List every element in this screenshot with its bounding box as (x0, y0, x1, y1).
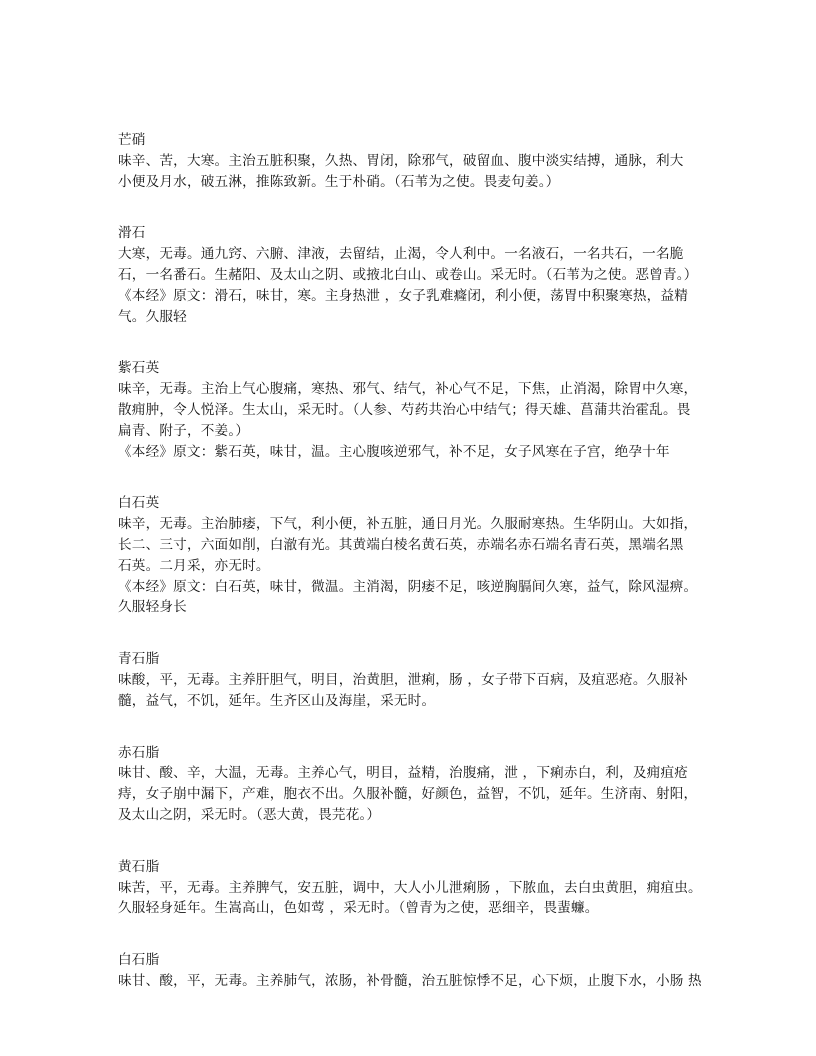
entry-section (118, 223, 718, 327)
entry-text-line: 味苦，平，无毒。主养脾气，安五脏，调中，大人小儿泄痢肠 ，下脓血，去白虫黄胆，痈疽虫。 (118, 879, 702, 896)
entry-section (118, 358, 718, 462)
entry-text-line: 久服轻身延年。生嵩高山，色如莺 ，采无时。（曾青为之使，恶细辛，畏蜚蠊。 (118, 900, 599, 917)
entry-text-line: 石，一名番石。生赭阳、及太山之阴、或掖北白山、或卷山。采无时。（石苇为之使。恶曾青。） (118, 266, 698, 283)
entry-text-line: 石英。二月采，亦无时。 (118, 557, 270, 574)
entry-title: 芒硝 (118, 132, 146, 148)
entry-text-line: 长二、三寸，六面如削，白澈有光。其黄端白棱名黄石英，赤端名赤石端名青石英，黑端名黑 (118, 536, 684, 553)
entry-text-line: 味辛，无毒。主治上气心腹痛，寒热、邪气、结气，补心气不足，下焦，止消渴，除胃中久寒， (118, 381, 698, 398)
entry-text-line: 扁青、附子，不姜。） (118, 422, 250, 439)
entry-text-line: 散痈肿，令人悦泽。生太山，采无时。（人参、芍药共治心中结气；得天雄、菖蒲共治霍乱。畏 (118, 401, 691, 418)
entry-title: 白石英 (118, 495, 160, 512)
entry-section (118, 649, 718, 711)
entry-section (118, 950, 718, 992)
entry-title: 白石脂 (118, 952, 160, 969)
entry-text-line: 久服轻身长 (118, 599, 187, 616)
entry-title: 滑石 (118, 225, 146, 242)
entry-section (118, 130, 718, 192)
entry-text-line: 味辛，无毒。主治肺痿，下气，利小便，补五脏，通日月光。久服耐寒热。生华阴山。大如指， (118, 516, 698, 533)
entry-text-line: 大寒，无毒。通九窍、六腑、津液，去留结，止渴，令人利中。一名液石，一名共石，一名脆 (118, 246, 684, 263)
entry-text-line: 痔，女子崩中漏下，产难，胞衣不出。久服补髓，好颜色，益智，不饥，延年。生济南、射阳， (118, 786, 698, 803)
entry-text-line: 髓，益气，不饥，延年。生齐区山及海崖，采无时。 (118, 692, 436, 709)
entry-title: 赤石脂 (118, 744, 160, 761)
entry-text-line: 味甘、酸，平，无毒。主养肺气，浓肠，补骨髓，治五脏惊悸不足，心下烦，止腹下水，小肠 热 (118, 972, 702, 989)
entry-text-line: 味辛、苦，大寒。主治五脏积聚，久热、胃闭，除邪气，破留血、腹中淡实结搏，通脉，利大 (118, 152, 684, 169)
entry-text-line: 味甘、酸、辛，大温，无毒。主养心气，明目，益精，治腹痛，泄 ，下痢赤白，利，及痈疽疮 (118, 765, 689, 782)
entry-text-line: 味酸，平，无毒。主养肝胆气，明目，治黄胆，泄痢，肠 ，女子带下百病，及疽恶疮。久服补 (118, 671, 689, 688)
entry-text-line: 小便及月水，破五淋，推陈致新。生于朴硝。（石苇为之使。畏麦句姜。） (118, 173, 560, 190)
entry-section (118, 743, 718, 826)
entry-title: 黄石脂 (118, 858, 160, 875)
entry-section (118, 493, 718, 618)
entry-text-line: 《本经》原文：滑石，味甘，寒。主身热泄 ，女子乳难癃闭，利小便，荡胃中积聚寒热，益精 (118, 287, 689, 304)
entry-text-line: 及太山之阴，采无时。（恶大黄，畏芫花。） (118, 806, 381, 823)
entry-title: 青石脂 (118, 651, 160, 668)
entry-text-line: 《本经》原文：白石英，味甘，微温。主消渴，阴痿不足，咳逆胸膈间久寒，益气，除风湿痹。 (118, 578, 698, 595)
entry-text-line: 《本经》原文：紫石英，味甘，温。主心腹咳逆邪气，补不足，女子风寒在子宫，绝孕十年 (118, 443, 670, 460)
entry-title: 紫石英 (118, 360, 160, 377)
document-body (118, 130, 718, 1023)
entry-section (118, 857, 718, 919)
entry-text-line: 气。久服轻 (118, 308, 187, 325)
